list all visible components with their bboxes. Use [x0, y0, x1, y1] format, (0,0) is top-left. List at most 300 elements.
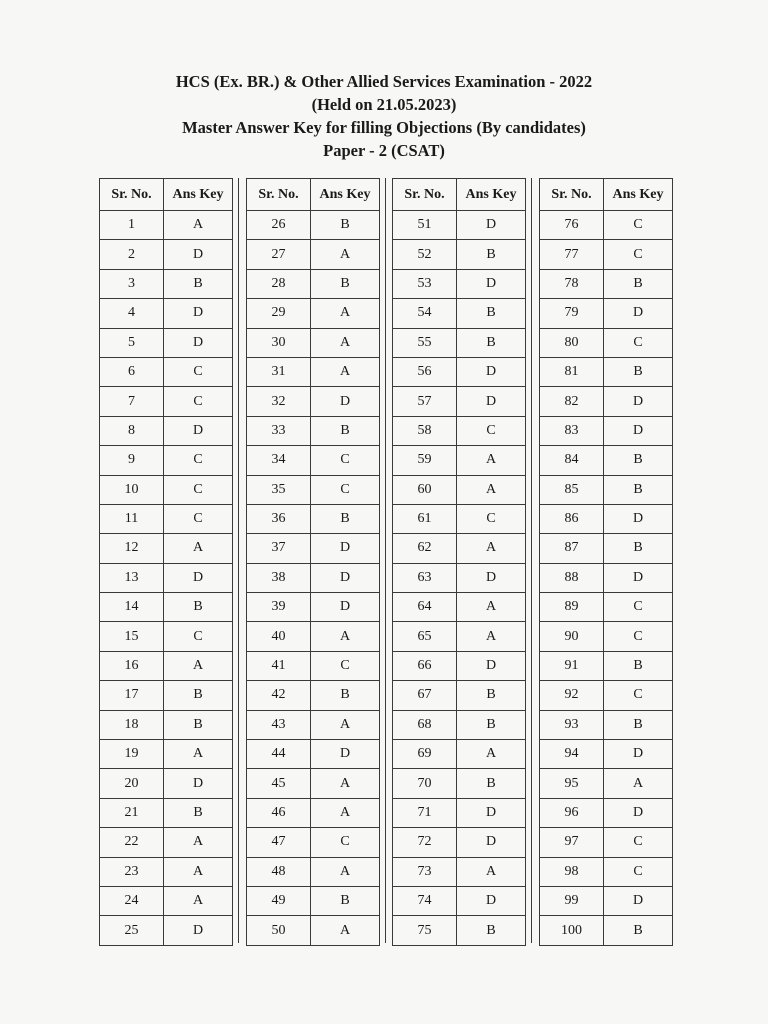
answer-key: A — [457, 534, 526, 563]
table-row — [540, 299, 673, 328]
answer-key: B — [311, 416, 380, 445]
answer-key: D — [311, 534, 380, 563]
table-row — [540, 622, 673, 651]
table-row — [247, 563, 380, 592]
answer-key: B — [457, 916, 526, 945]
question-number: 83 — [540, 416, 604, 445]
table-row — [393, 651, 526, 680]
answer-key: A — [311, 916, 380, 945]
answer-key: B — [604, 916, 673, 945]
question-number: 93 — [540, 710, 604, 739]
answer-key: B — [164, 681, 233, 710]
table-header-row — [100, 179, 233, 211]
answer-key: C — [164, 387, 233, 416]
question-number: 68 — [393, 710, 457, 739]
question-number: 11 — [100, 504, 164, 533]
question-number: 9 — [100, 446, 164, 475]
table-row — [540, 593, 673, 622]
question-number: 30 — [247, 328, 311, 357]
table-row — [393, 211, 526, 240]
paper-title: Paper - 2 (CSAT) — [323, 141, 445, 160]
question-number: 70 — [393, 769, 457, 798]
question-number: 85 — [540, 475, 604, 504]
table-row — [393, 328, 526, 357]
answer-key: C — [457, 416, 526, 445]
table-row — [540, 269, 673, 298]
answer-key: B — [604, 269, 673, 298]
table-row — [540, 563, 673, 592]
answer-key: D — [457, 357, 526, 386]
table-row — [393, 740, 526, 769]
document-header — [0, 70, 768, 162]
answer-key: A — [457, 593, 526, 622]
answer-key: D — [604, 387, 673, 416]
table-row — [540, 416, 673, 445]
table-row — [247, 534, 380, 563]
question-number: 23 — [100, 857, 164, 886]
question-number: 84 — [540, 446, 604, 475]
answer-key: B — [457, 681, 526, 710]
question-number: 64 — [393, 593, 457, 622]
answer-key: B — [164, 710, 233, 739]
question-number: 67 — [393, 681, 457, 710]
table-row — [393, 828, 526, 857]
question-number: 31 — [247, 357, 311, 386]
table-row — [540, 651, 673, 680]
answer-table-1 — [99, 178, 233, 946]
question-number: 16 — [100, 651, 164, 680]
ans-key-header: Ans Key — [164, 179, 233, 211]
answer-table-2 — [246, 178, 380, 946]
question-number: 80 — [540, 328, 604, 357]
question-number: 77 — [540, 240, 604, 269]
question-number: 21 — [100, 798, 164, 827]
question-number: 40 — [247, 622, 311, 651]
answer-key: C — [604, 240, 673, 269]
question-number: 89 — [540, 593, 604, 622]
question-number: 71 — [393, 798, 457, 827]
table-row — [393, 769, 526, 798]
answer-key: C — [311, 446, 380, 475]
table-row — [393, 886, 526, 915]
table-separator — [379, 178, 386, 943]
table-row — [393, 387, 526, 416]
answer-key: B — [457, 240, 526, 269]
table-row — [247, 299, 380, 328]
table-row — [393, 916, 526, 945]
answer-key: B — [604, 534, 673, 563]
table-row — [247, 857, 380, 886]
table-row — [100, 328, 233, 357]
table-row — [100, 769, 233, 798]
answer-key: C — [604, 328, 673, 357]
table-row — [247, 504, 380, 533]
question-number: 61 — [393, 504, 457, 533]
answer-key: C — [311, 828, 380, 857]
table-row — [540, 534, 673, 563]
answer-key: B — [457, 328, 526, 357]
question-number: 75 — [393, 916, 457, 945]
question-number: 50 — [247, 916, 311, 945]
table-header-row — [540, 179, 673, 211]
question-number: 65 — [393, 622, 457, 651]
answer-key: C — [311, 475, 380, 504]
table-separator — [525, 178, 532, 943]
table-row — [540, 681, 673, 710]
question-number: 10 — [100, 475, 164, 504]
table-row — [247, 387, 380, 416]
table-row — [540, 916, 673, 945]
question-number: 19 — [100, 740, 164, 769]
table-row — [540, 387, 673, 416]
answer-key: D — [457, 651, 526, 680]
question-number: 5 — [100, 328, 164, 357]
question-number: 57 — [393, 387, 457, 416]
answer-key: D — [604, 504, 673, 533]
question-number: 95 — [540, 769, 604, 798]
answer-key: D — [457, 886, 526, 915]
question-number: 66 — [393, 651, 457, 680]
answer-key: A — [164, 740, 233, 769]
question-number: 54 — [393, 299, 457, 328]
question-number: 35 — [247, 475, 311, 504]
sr-no-header: Sr. No. — [100, 179, 164, 211]
answer-key: D — [457, 798, 526, 827]
answer-key: C — [164, 504, 233, 533]
answer-key: D — [164, 769, 233, 798]
table-row — [247, 446, 380, 475]
answer-key: D — [164, 416, 233, 445]
answer-key: A — [164, 534, 233, 563]
question-number: 56 — [393, 357, 457, 386]
question-number: 73 — [393, 857, 457, 886]
table-row — [393, 857, 526, 886]
question-number: 46 — [247, 798, 311, 827]
question-number: 28 — [247, 269, 311, 298]
answer-key: D — [457, 269, 526, 298]
question-number: 100 — [540, 916, 604, 945]
table-row — [393, 240, 526, 269]
answer-key: A — [457, 857, 526, 886]
question-number: 38 — [247, 563, 311, 592]
answer-key: B — [164, 593, 233, 622]
answer-key: A — [311, 622, 380, 651]
question-number: 82 — [540, 387, 604, 416]
table-row — [100, 475, 233, 504]
answer-key: A — [164, 886, 233, 915]
answer-key: D — [457, 387, 526, 416]
question-number: 79 — [540, 299, 604, 328]
table-row — [247, 269, 380, 298]
table-row — [247, 475, 380, 504]
answer-key: D — [311, 387, 380, 416]
answer-key: C — [604, 681, 673, 710]
question-number: 92 — [540, 681, 604, 710]
question-number: 74 — [393, 886, 457, 915]
table-row — [540, 211, 673, 240]
table-row — [100, 740, 233, 769]
question-number: 90 — [540, 622, 604, 651]
answer-key-title: Master Answer Key for filling Objections (By candidates) — [182, 118, 586, 137]
answer-key: D — [457, 563, 526, 592]
answer-key: D — [604, 886, 673, 915]
answer-key: A — [311, 857, 380, 886]
question-number: 55 — [393, 328, 457, 357]
answer-key: A — [311, 769, 380, 798]
answer-key: A — [164, 828, 233, 857]
answer-key: B — [457, 710, 526, 739]
table-row — [247, 328, 380, 357]
question-number: 37 — [247, 534, 311, 563]
answer-key: B — [311, 211, 380, 240]
question-number: 97 — [540, 828, 604, 857]
question-number: 59 — [393, 446, 457, 475]
question-number: 20 — [100, 769, 164, 798]
question-number: 53 — [393, 269, 457, 298]
question-number: 47 — [247, 828, 311, 857]
table-row — [247, 828, 380, 857]
table-row — [100, 269, 233, 298]
table-row — [393, 357, 526, 386]
question-number: 94 — [540, 740, 604, 769]
answer-key: D — [164, 299, 233, 328]
answer-key: B — [311, 269, 380, 298]
table-row — [540, 769, 673, 798]
answer-key: B — [604, 710, 673, 739]
table-row — [247, 886, 380, 915]
answer-key: C — [311, 651, 380, 680]
answer-key: C — [604, 593, 673, 622]
table-separator — [232, 178, 239, 943]
sr-no-header: Sr. No. — [247, 179, 311, 211]
answer-key: C — [604, 622, 673, 651]
question-number: 42 — [247, 681, 311, 710]
table-row — [247, 740, 380, 769]
answer-key: D — [604, 563, 673, 592]
answer-table-4 — [539, 178, 673, 946]
question-number: 91 — [540, 651, 604, 680]
table-row — [393, 446, 526, 475]
answer-key: A — [164, 211, 233, 240]
table-row — [100, 828, 233, 857]
answer-key: A — [311, 328, 380, 357]
table-row — [393, 504, 526, 533]
answer-key: B — [457, 299, 526, 328]
sr-no-header: Sr. No. — [540, 179, 604, 211]
table-row — [247, 416, 380, 445]
table-row — [540, 504, 673, 533]
answer-key: D — [604, 416, 673, 445]
question-number: 62 — [393, 534, 457, 563]
table-row — [393, 475, 526, 504]
answer-key: A — [457, 446, 526, 475]
question-number: 27 — [247, 240, 311, 269]
table-row — [100, 357, 233, 386]
table-row — [100, 798, 233, 827]
question-number: 51 — [393, 211, 457, 240]
question-number: 44 — [247, 740, 311, 769]
question-number: 41 — [247, 651, 311, 680]
answer-key: C — [164, 622, 233, 651]
answer-key: B — [311, 886, 380, 915]
answer-key: B — [164, 798, 233, 827]
question-number: 18 — [100, 710, 164, 739]
table-row — [100, 681, 233, 710]
table-row — [247, 593, 380, 622]
table-header-row — [393, 179, 526, 211]
table-row — [540, 886, 673, 915]
table-row — [100, 446, 233, 475]
table-row — [393, 563, 526, 592]
table-row — [100, 710, 233, 739]
answer-key: A — [164, 857, 233, 886]
answer-key: B — [311, 504, 380, 533]
question-number: 88 — [540, 563, 604, 592]
question-number: 24 — [100, 886, 164, 915]
answer-table-3 — [392, 178, 526, 946]
question-number: 26 — [247, 211, 311, 240]
question-number: 48 — [247, 857, 311, 886]
table-row — [100, 416, 233, 445]
answer-key: A — [311, 240, 380, 269]
question-number: 34 — [247, 446, 311, 475]
answer-key: D — [311, 740, 380, 769]
answer-key: D — [164, 563, 233, 592]
question-number: 7 — [100, 387, 164, 416]
answer-key: A — [457, 622, 526, 651]
table-row — [393, 416, 526, 445]
table-row — [247, 211, 380, 240]
question-number: 2 — [100, 240, 164, 269]
ans-key-header: Ans Key — [311, 179, 380, 211]
table-row — [393, 269, 526, 298]
answer-key: C — [604, 857, 673, 886]
table-row — [247, 622, 380, 651]
table-row — [247, 798, 380, 827]
question-number: 49 — [247, 886, 311, 915]
answer-key: C — [604, 211, 673, 240]
question-number: 87 — [540, 534, 604, 563]
table-row — [100, 299, 233, 328]
question-number: 22 — [100, 828, 164, 857]
table-row — [100, 886, 233, 915]
exam-title: HCS (Ex. BR.) & Other Allied Services Examination - 2022 — [175, 72, 593, 91]
question-number: 17 — [100, 681, 164, 710]
table-row — [100, 240, 233, 269]
table-row — [540, 446, 673, 475]
table-row — [540, 240, 673, 269]
answer-key: B — [604, 446, 673, 475]
table-row — [393, 299, 526, 328]
answer-key: C — [164, 475, 233, 504]
answer-key: D — [311, 593, 380, 622]
answer-key: A — [457, 475, 526, 504]
question-number: 3 — [100, 269, 164, 298]
answer-key: C — [604, 828, 673, 857]
table-row — [247, 769, 380, 798]
answer-key: D — [457, 828, 526, 857]
answer-key: C — [457, 504, 526, 533]
table-row — [100, 563, 233, 592]
table-row — [540, 828, 673, 857]
table-header-row — [247, 179, 380, 211]
ans-key-header: Ans Key — [457, 179, 526, 211]
table-row — [247, 681, 380, 710]
table-row — [393, 593, 526, 622]
question-number: 43 — [247, 710, 311, 739]
question-number: 14 — [100, 593, 164, 622]
table-row — [393, 681, 526, 710]
answer-key: D — [164, 240, 233, 269]
answer-key: D — [311, 563, 380, 592]
question-number: 6 — [100, 357, 164, 386]
table-row — [100, 651, 233, 680]
table-row — [100, 534, 233, 563]
answer-key: D — [604, 299, 673, 328]
question-number: 13 — [100, 563, 164, 592]
question-number: 96 — [540, 798, 604, 827]
table-row — [247, 240, 380, 269]
answer-key: A — [164, 651, 233, 680]
question-number: 15 — [100, 622, 164, 651]
question-number: 33 — [247, 416, 311, 445]
answer-key: A — [311, 299, 380, 328]
table-row — [247, 710, 380, 739]
question-number: 8 — [100, 416, 164, 445]
answer-key: C — [164, 357, 233, 386]
table-row — [247, 651, 380, 680]
answer-key: A — [311, 357, 380, 386]
answer-key: B — [604, 475, 673, 504]
question-number: 4 — [100, 299, 164, 328]
question-number: 52 — [393, 240, 457, 269]
question-number: 98 — [540, 857, 604, 886]
question-number: 63 — [393, 563, 457, 592]
table-row — [100, 916, 233, 945]
answer-key: B — [604, 651, 673, 680]
question-number: 25 — [100, 916, 164, 945]
answer-key: A — [604, 769, 673, 798]
question-number: 58 — [393, 416, 457, 445]
question-number: 69 — [393, 740, 457, 769]
answer-key: D — [604, 740, 673, 769]
exam-date: (Held on 21.05.2023) — [311, 95, 457, 114]
ans-key-header: Ans Key — [604, 179, 673, 211]
table-row — [247, 916, 380, 945]
table-row — [540, 475, 673, 504]
table-row — [540, 710, 673, 739]
question-number: 86 — [540, 504, 604, 533]
table-row — [100, 593, 233, 622]
answer-key: B — [311, 681, 380, 710]
answer-key: A — [311, 710, 380, 739]
question-number: 76 — [540, 211, 604, 240]
question-number: 12 — [100, 534, 164, 563]
table-row — [540, 857, 673, 886]
answer-key: B — [457, 769, 526, 798]
answer-key: B — [604, 357, 673, 386]
answer-key: B — [164, 269, 233, 298]
question-number: 72 — [393, 828, 457, 857]
question-number: 29 — [247, 299, 311, 328]
table-row — [540, 328, 673, 357]
answer-key: A — [311, 798, 380, 827]
question-number: 36 — [247, 504, 311, 533]
question-number: 39 — [247, 593, 311, 622]
table-row — [247, 357, 380, 386]
table-row — [100, 211, 233, 240]
question-number: 81 — [540, 357, 604, 386]
